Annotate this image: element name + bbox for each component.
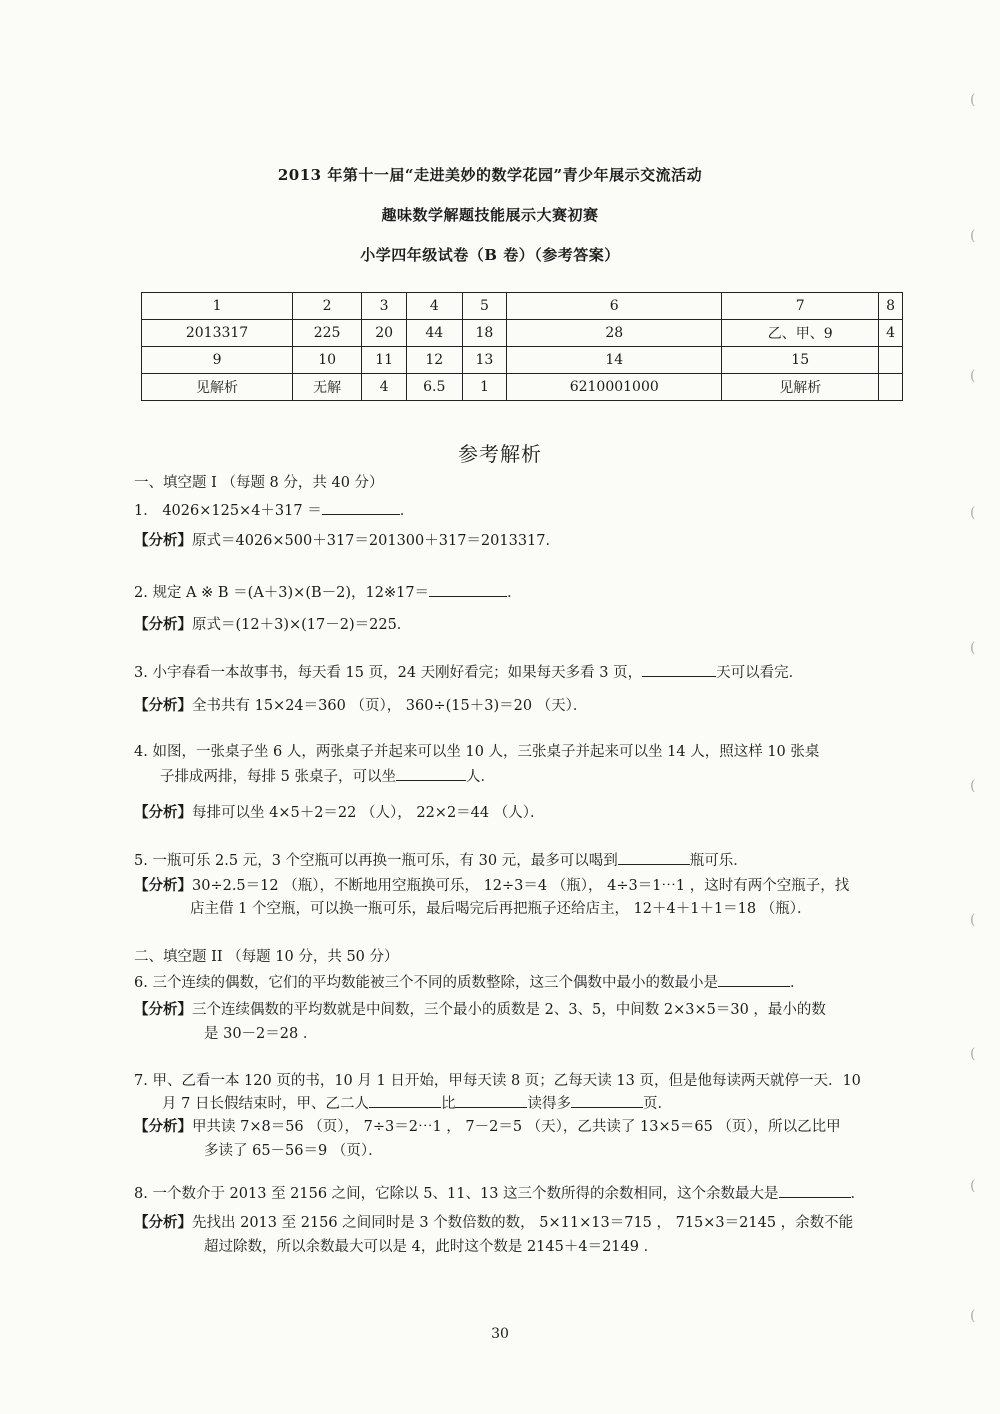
table-cell: 5 [462, 293, 507, 320]
analysis-8-cont: 超过除数，所以余数最大可以是 4，此时这个数是 2145＋4＝2149 ． [204, 1239, 659, 1255]
table-cell: 6.5 [407, 374, 462, 401]
analysis-label: 【分析】 [134, 697, 192, 714]
question-7-text2b: 比 [440, 1096, 456, 1112]
question-4-cont [160, 766, 495, 787]
binding-mark: ( [970, 640, 976, 656]
question-4-end: 人． [465, 769, 495, 785]
question-1 [134, 500, 414, 521]
question-7-cont [162, 1093, 672, 1114]
binding-mark: ( [970, 228, 976, 244]
answer-blank [369, 1093, 441, 1108]
header-title-line1: 2013 年第十一届“走进美妙的数学花园”青少年展示交流活动 [277, 166, 703, 184]
table-cell: 无解 [293, 374, 362, 401]
question-3-text: 3. 小宇春看一本故事书，每天看 15 页，24 天刚好看完；如果每天多看 3 页， [134, 665, 643, 681]
table-cell: 11 [362, 347, 407, 374]
question-1-end: ． [399, 503, 415, 519]
question-4-text2: 子排成两排，每排 5 张桌子，可以坐 [160, 769, 396, 785]
binding-mark: ( [970, 1046, 976, 1062]
table-cell: 乙、甲、9 [722, 320, 879, 347]
answer-blank [642, 662, 716, 677]
table-cell: 6210001000 [507, 374, 722, 401]
binding-mark: ( [970, 912, 976, 928]
analysis-7 [134, 1117, 841, 1137]
table-cell: 12 [407, 347, 462, 374]
question-8-text: 8. 一个数介于 2013 至 2156 之间，它除以 5、11、13 这三个数所得的余数相同，这个余数最大是 [134, 1186, 779, 1202]
analysis-6-cont: 是 30－2＝28 ． [204, 1026, 318, 1042]
analysis-8 [134, 1213, 853, 1233]
table-cell: 8 [879, 293, 903, 320]
analysis-5 [134, 876, 849, 896]
analysis-4-text: 每排可以坐 4×5＋2＝22 （人）， 22×2＝44 （人）． [192, 805, 545, 821]
table-cell: 4 [879, 320, 903, 347]
table-cell: 2013317 [142, 320, 293, 347]
table-cell [879, 347, 903, 374]
answer-blank [779, 1183, 851, 1198]
analysis-5-cont: 店主借 1 个空瓶，可以换一瓶可乐，最后喝完后再把瓶子还给店主， 12＋4＋1＋1＝18 （瓶）． [190, 901, 812, 917]
table-cell: 14 [507, 347, 722, 374]
binding-mark: ( [970, 92, 976, 108]
analysis-2-text: 原式＝(12＋3)×(17－2)＝225． [192, 617, 412, 633]
table-row [142, 374, 903, 401]
question-5-end: 瓶可乐． [689, 853, 748, 869]
analysis-label: 【分析】 [134, 804, 192, 821]
header-title-line3: 小学四年级试卷（B 卷）（参考答案） [360, 246, 620, 264]
question-1-text: 1． 4026×125×4＋317 ＝ [134, 503, 322, 519]
analysis-1 [134, 531, 560, 551]
question-2-end: ． [507, 585, 522, 601]
analysis-6 [134, 1000, 826, 1020]
table-cell: 4 [362, 374, 407, 401]
analysis-4 [134, 803, 545, 823]
table-cell: 7 [722, 293, 879, 320]
question-7-text2c: 读得多 [527, 1096, 571, 1112]
table-cell: 见解析 [722, 374, 879, 401]
analysis-1-text: 原式＝4026×500＋317＝201300＋317＝2013317． [192, 533, 561, 549]
analysis-2 [134, 615, 411, 635]
answer-blank [322, 500, 400, 515]
answer-blank [455, 1093, 527, 1108]
question-5-text: 5. 一瓶可乐 2.5 元，3 个空瓶可以再换一瓶可乐，有 30 元，最多可以喝到 [134, 853, 618, 869]
question-4 [134, 742, 819, 762]
binding-mark: ( [970, 1308, 976, 1324]
table-cell: 28 [507, 320, 722, 347]
analysis-label: 【分析】 [134, 1214, 192, 1231]
binding-mark: ( [970, 505, 976, 521]
table-cell: 4 [407, 293, 462, 320]
question-7 [134, 1071, 861, 1091]
table-cell: 6 [507, 293, 722, 320]
analysis-8-text: 先找出 2013 至 2156 之间同时是 3 个数倍数的数， 5×11×13＝715 ， 715×3＝2145 ，余数不能 [192, 1215, 854, 1231]
table-cell: 20 [362, 320, 407, 347]
question-4-text: 4. 如图，一张桌子坐 6 人，两张桌子并起来可以坐 10 人，三张桌子并起来可以坐 14 人，照这样 10 张桌 [134, 744, 820, 760]
analysis-label: 【分析】 [134, 877, 192, 894]
answer-blank [571, 1093, 643, 1108]
analysis-3-text: 全书共有 15×24＝360 （页）， 360÷(15＋3)＝20 （天）． [192, 698, 588, 714]
page-number: 30 [491, 1326, 509, 1342]
table-header-row [142, 293, 903, 320]
analysis-label: 【分析】 [134, 1001, 192, 1018]
part2-title: 二、填空题 II （每题 10 分，共 50 分） [134, 949, 399, 965]
question-3-end: 天可以看完． [716, 665, 804, 681]
table-cell: 225 [293, 320, 362, 347]
question-7-text: 7. 甲、乙看一本 120 页的书，10 月 1 日开始，甲每天读 8 页；乙每天读 13 页，但是他每读两天就停一天．10 [134, 1073, 861, 1089]
table-cell: 2 [293, 293, 362, 320]
answer-blank [429, 582, 507, 597]
answer-blank [396, 766, 466, 781]
table-cell: 10 [293, 347, 362, 374]
question-2-text: 2. 规定 A ※ B ＝(A＋3)×(B－2)，12※17＝ [134, 585, 430, 601]
table-cell: 18 [462, 320, 507, 347]
table-cell: 13 [462, 347, 507, 374]
question-6-end: ． [789, 975, 805, 991]
analysis-7-cont: 多读了 65－56＝9 （页）． [204, 1143, 383, 1159]
analysis-7-text: 甲共读 7×8＝56 （页）， 7÷3＝2⋯1 ， 7－2＝5 （天），乙共读了 13×5＝65 （页），所以乙比甲 [192, 1119, 841, 1135]
analysis-label: 【分析】 [134, 532, 192, 549]
analysis-3 [134, 696, 587, 716]
binding-mark: ( [970, 1178, 976, 1194]
analysis-6-text: 三个连续偶数的平均数就是中间数，三个最小的质数是 2、3、5，中间数 2×3×5＝30 ，最小的数 [192, 1002, 826, 1018]
question-8-end: ． [850, 1186, 866, 1202]
table-cell: 1 [462, 374, 507, 401]
part1-title: 一、填空题 I （每题 8 分，共 40 分） [134, 475, 384, 491]
table-cell: 1 [142, 293, 293, 320]
table-cell: 3 [362, 293, 407, 320]
question-2 [134, 582, 522, 603]
answer-table [141, 292, 903, 401]
question-8 [134, 1183, 865, 1204]
table-cell: 15 [722, 347, 879, 374]
question-6-text: 6. 三个连续的偶数，它们的平均数能被三个不同的质数整除，这三个偶数中最小的数最小是 [134, 975, 718, 991]
table-cell: 9 [142, 347, 293, 374]
analysis-label: 【分析】 [134, 1118, 192, 1135]
answer-blank [618, 850, 690, 865]
table-cell: 44 [407, 320, 462, 347]
question-3 [134, 662, 803, 683]
binding-mark: ( [970, 368, 976, 384]
table-header-row [142, 347, 903, 374]
answer-blank [718, 972, 790, 987]
table-cell: 见解析 [142, 374, 293, 401]
question-7-text2a: 月 7 日长假结束时，甲、乙二人 [162, 1096, 369, 1112]
question-6 [134, 972, 804, 993]
question-5 [134, 850, 748, 871]
header-title-line2: 趣味数学解题技能展示大赛初赛 [381, 206, 599, 224]
table-row [142, 320, 903, 347]
table-cell [879, 374, 903, 401]
analysis-5-text: 30÷2.5＝12 （瓶），不断地用空瓶换可乐， 12÷3＝4 （瓶）， 4÷3＝1⋯1 ，这时有两个空瓶子，找 [192, 878, 850, 894]
question-7-end: 页． [642, 1096, 672, 1112]
binding-mark: ( [970, 778, 976, 794]
analysis-label: 【分析】 [134, 616, 192, 633]
section-title: 参考解析 [458, 442, 542, 466]
